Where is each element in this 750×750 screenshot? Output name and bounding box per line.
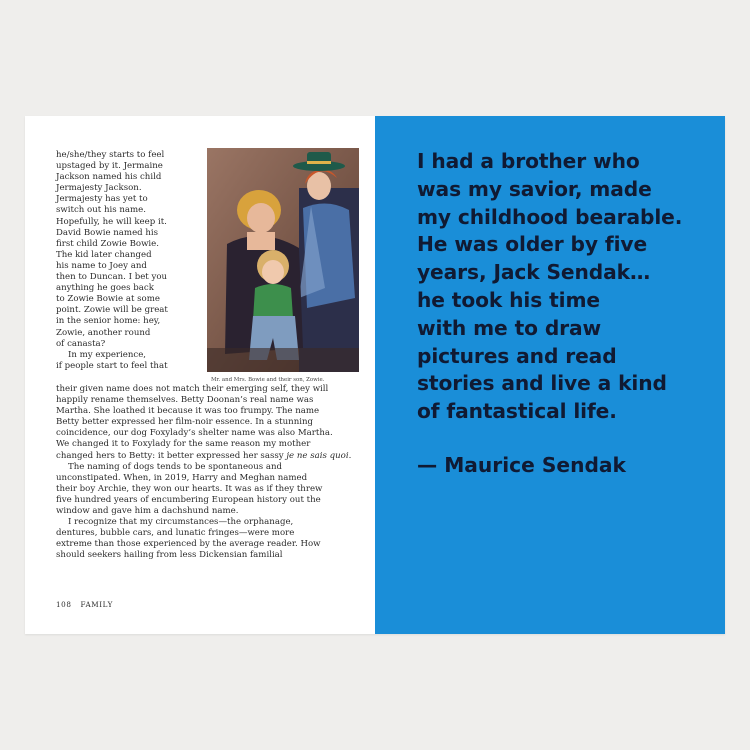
text-line: their boy Archie, they won our hearts. It was as if they threw: [56, 483, 323, 494]
pull-quote: [417, 148, 717, 426]
text-line: then to Duncan. I bet you: [56, 272, 168, 283]
text-line: unconstipated. When, in 2019, Harry and Meghan named: [56, 472, 308, 483]
quote-line: He was older by five: [417, 232, 648, 257]
quote-line: was my savior, made: [417, 176, 652, 201]
text-line: Jermajesty Jackson.: [56, 183, 142, 194]
text-line: Martha. She loathed it because it was too frumpy. The name: [56, 406, 320, 417]
text-segment: .: [348, 450, 352, 461]
text-line: Jackson named his child: [56, 172, 162, 183]
text-line: David Bowie named his: [56, 227, 159, 238]
narrow-text-column: [56, 150, 204, 372]
text-line: extreme than those experienced by the average reader. How: [56, 539, 321, 550]
text-line: their given name does not match their emerging self, they will: [56, 384, 329, 394]
text-line: Jermajesty has yet to: [56, 194, 148, 205]
photo-figure: [207, 148, 359, 384]
quote-line: years, Jack Sendak…: [417, 260, 651, 285]
text-line: dentures, bubble cars, and lunatic fringes—were more: [56, 528, 295, 539]
text-line: of canasta?: [56, 338, 106, 349]
text-line: to Zowie Bowie at some: [56, 294, 160, 305]
quote-line: with me to draw: [417, 315, 602, 340]
text-line: switch out his name.: [56, 205, 146, 216]
quote-line: pictures and read: [417, 343, 617, 368]
text-line: point. Zowie will be great: [56, 305, 168, 316]
text-line: window and gave him a dachshund name.: [56, 506, 239, 517]
text-line: his name to Joey and: [56, 260, 147, 271]
text-line: In my experience,: [68, 349, 147, 360]
photo-caption: Mr. and Mrs. Bowie and their son, Zowie.: [211, 377, 325, 383]
left-page: [25, 116, 375, 634]
quote-line: of fantastical life.: [417, 399, 617, 424]
text-line: coincidence, our dog Foxylady’s shelter name was also Martha.: [56, 428, 333, 439]
text-line: The kid later changed: [56, 249, 152, 260]
text-segment: changed hers to Betty: it better expressed her sassy: [56, 450, 287, 461]
text-line: I recognize that my circumstances—the orphanage,: [68, 517, 294, 528]
text-line: We changed it to Foxylady for the same reason my mother: [56, 439, 311, 450]
quote-line: my childhood bearable.: [417, 204, 683, 229]
page-number: 108: [56, 600, 72, 609]
quote-line: I had a brother who: [417, 149, 640, 173]
text-line: [56, 451, 356, 462]
text-line: in the senior home: hey,: [56, 316, 161, 327]
text-line: first child Zowie Bowie.: [56, 238, 159, 249]
text-line: he/she/they starts to feel: [56, 150, 165, 160]
text-line: upstaged by it. Jermaine: [56, 161, 163, 172]
text-line: Betty better expressed her film-noir essence. In a stunning: [56, 417, 314, 428]
quote-line: he took his time: [417, 287, 600, 312]
text-line: if people start to feel that: [56, 360, 168, 371]
bowie-family-photo: [207, 148, 359, 372]
text-line: five hundred years of encumbering European history out the: [56, 494, 321, 505]
italic-phrase: je ne sais quoi: [286, 450, 349, 461]
book-spread: [25, 116, 725, 634]
quote-line: stories and live a kind: [417, 371, 667, 396]
right-page: [375, 116, 725, 634]
quote-attribution: — Maurice Sendak: [417, 453, 626, 477]
text-line: should seekers hailing from less Dickensian familial: [56, 550, 283, 561]
full-width-text: [56, 384, 356, 562]
text-line: The naming of dogs tends to be spontaneous and: [68, 461, 283, 472]
photo-illustration: [207, 148, 359, 372]
text-line: anything he goes back: [56, 283, 154, 294]
section-title: FAMILY: [80, 600, 113, 609]
page-footer: [56, 600, 113, 609]
text-line: Hopefully, he will keep it.: [56, 216, 167, 227]
text-line: happily rename themselves. Betty Doonan’s real name was: [56, 395, 314, 406]
text-line: Zowie, another round: [56, 327, 151, 338]
